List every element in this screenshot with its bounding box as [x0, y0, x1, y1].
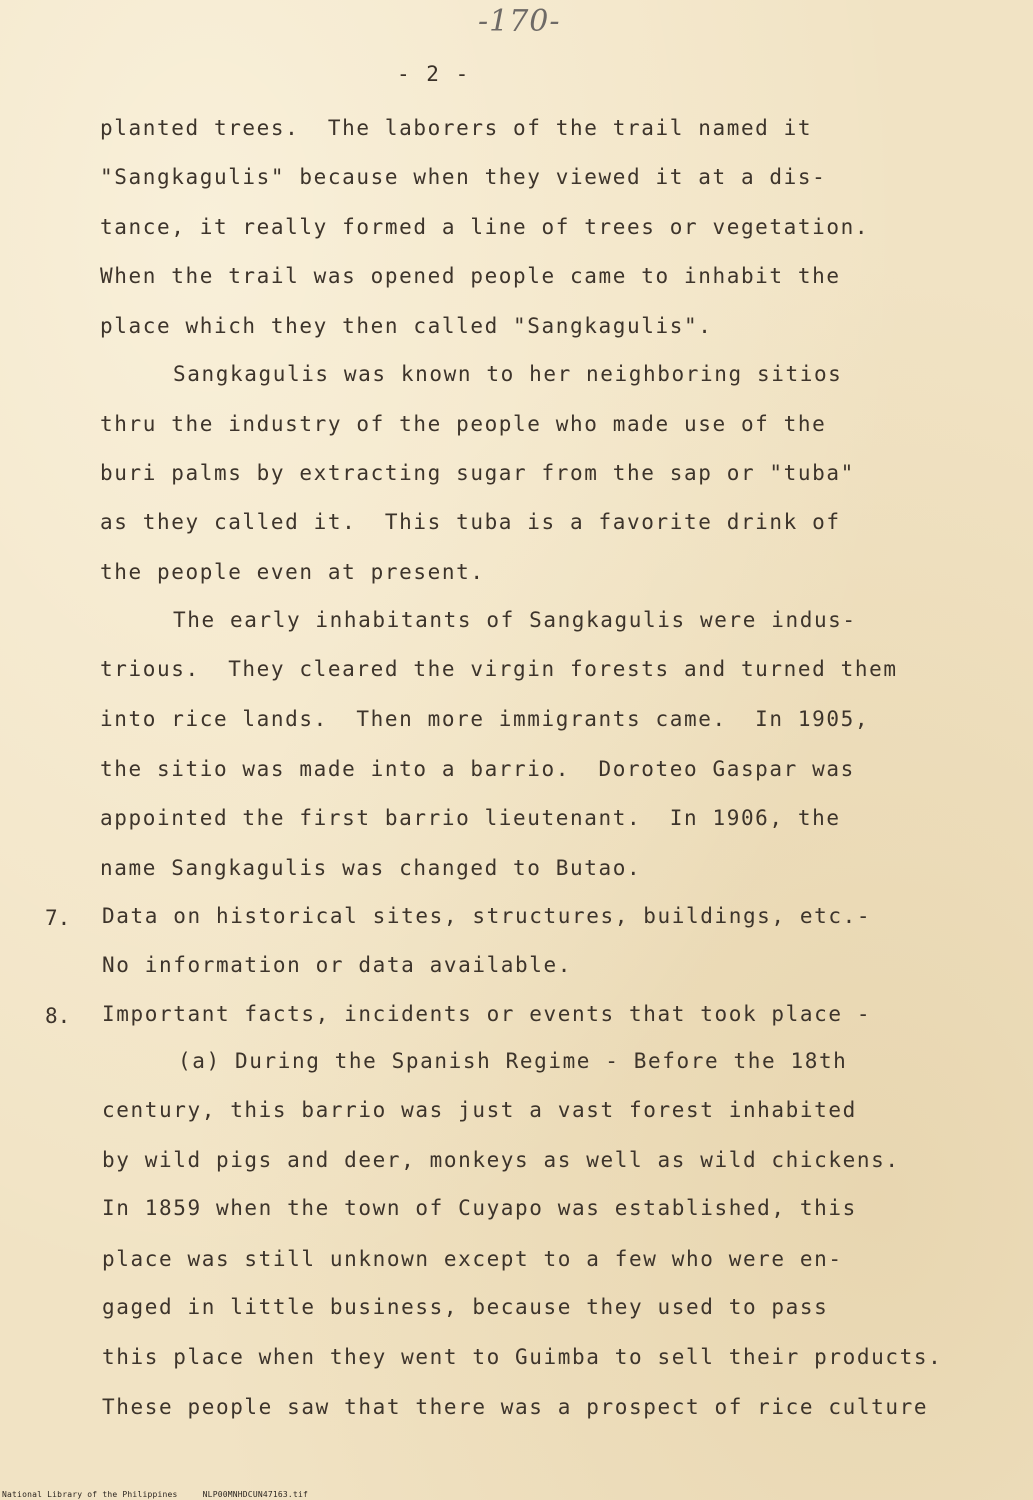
text-line: trious. They cleared the virgin forests and turned them: [100, 657, 898, 681]
text-line: No information or data available.: [102, 953, 573, 977]
text-line: appointed the first barrio lieutenant. In 1906, the: [100, 806, 841, 830]
text-line: place which they then called "Sangkagulis".: [100, 314, 713, 338]
text-line: planted trees. The laborers of the trail named it: [100, 116, 813, 140]
text-line: These people saw that there was a prospect of rice culture: [102, 1395, 929, 1419]
text-line: place was still unknown except to a few who were en-: [102, 1247, 843, 1271]
text-line: into rice lands. Then more immigrants came. In 1905,: [100, 707, 870, 731]
text-line: this place when they went to Guimba to sell their products.: [102, 1345, 943, 1369]
text-line: Sangkagulis was known to her neighboring sitios: [173, 362, 843, 386]
text-line: the people even at present.: [100, 560, 485, 584]
handwritten-page-number: -170-: [478, 4, 561, 39]
text-line: thru the industry of the people who made use of the: [100, 412, 827, 436]
text-line: Data on historical sites, structures, buildings, etc.-: [102, 904, 872, 928]
text-line: tance, it really formed a line of trees or vegetation.: [100, 215, 870, 239]
text-line: The early inhabitants of Sangkagulis were indus-: [173, 608, 857, 632]
text-line: name Sangkagulis was changed to Butao.: [100, 856, 642, 880]
text-line: gaged in little business, because they used to pass: [102, 1295, 829, 1319]
item-number: 7.: [45, 906, 71, 930]
text-line: as they called it. This tuba is a favorite drink of: [100, 510, 841, 534]
text-line: "Sangkagulis" because when they viewed it at a dis-: [100, 165, 827, 189]
page-number: - 2 -: [397, 62, 471, 86]
text-line: (a) During the Spanish Regime - Before the 18th: [178, 1049, 848, 1073]
text-line: Important facts, incidents or events that took place -: [102, 1002, 872, 1026]
text-line: century, this barrio was just a vast forest inhabited: [102, 1098, 857, 1122]
text-line: In 1859 when the town of Cuyapo was established, this: [102, 1196, 857, 1220]
item-number: 8.: [45, 1004, 71, 1028]
archive-footer: National Library of the Philippines NLP00MNHDCUN47163.tif: [2, 1490, 309, 1499]
text-line: by wild pigs and deer, monkeys as well as wild chickens.: [102, 1148, 900, 1172]
text-line: the sitio was made into a barrio. Doroteo Gaspar was: [100, 757, 855, 781]
text-line: buri palms by extracting sugar from the sap or "tuba": [100, 461, 855, 485]
text-line: When the trail was opened people came to inhabit the: [100, 264, 841, 288]
